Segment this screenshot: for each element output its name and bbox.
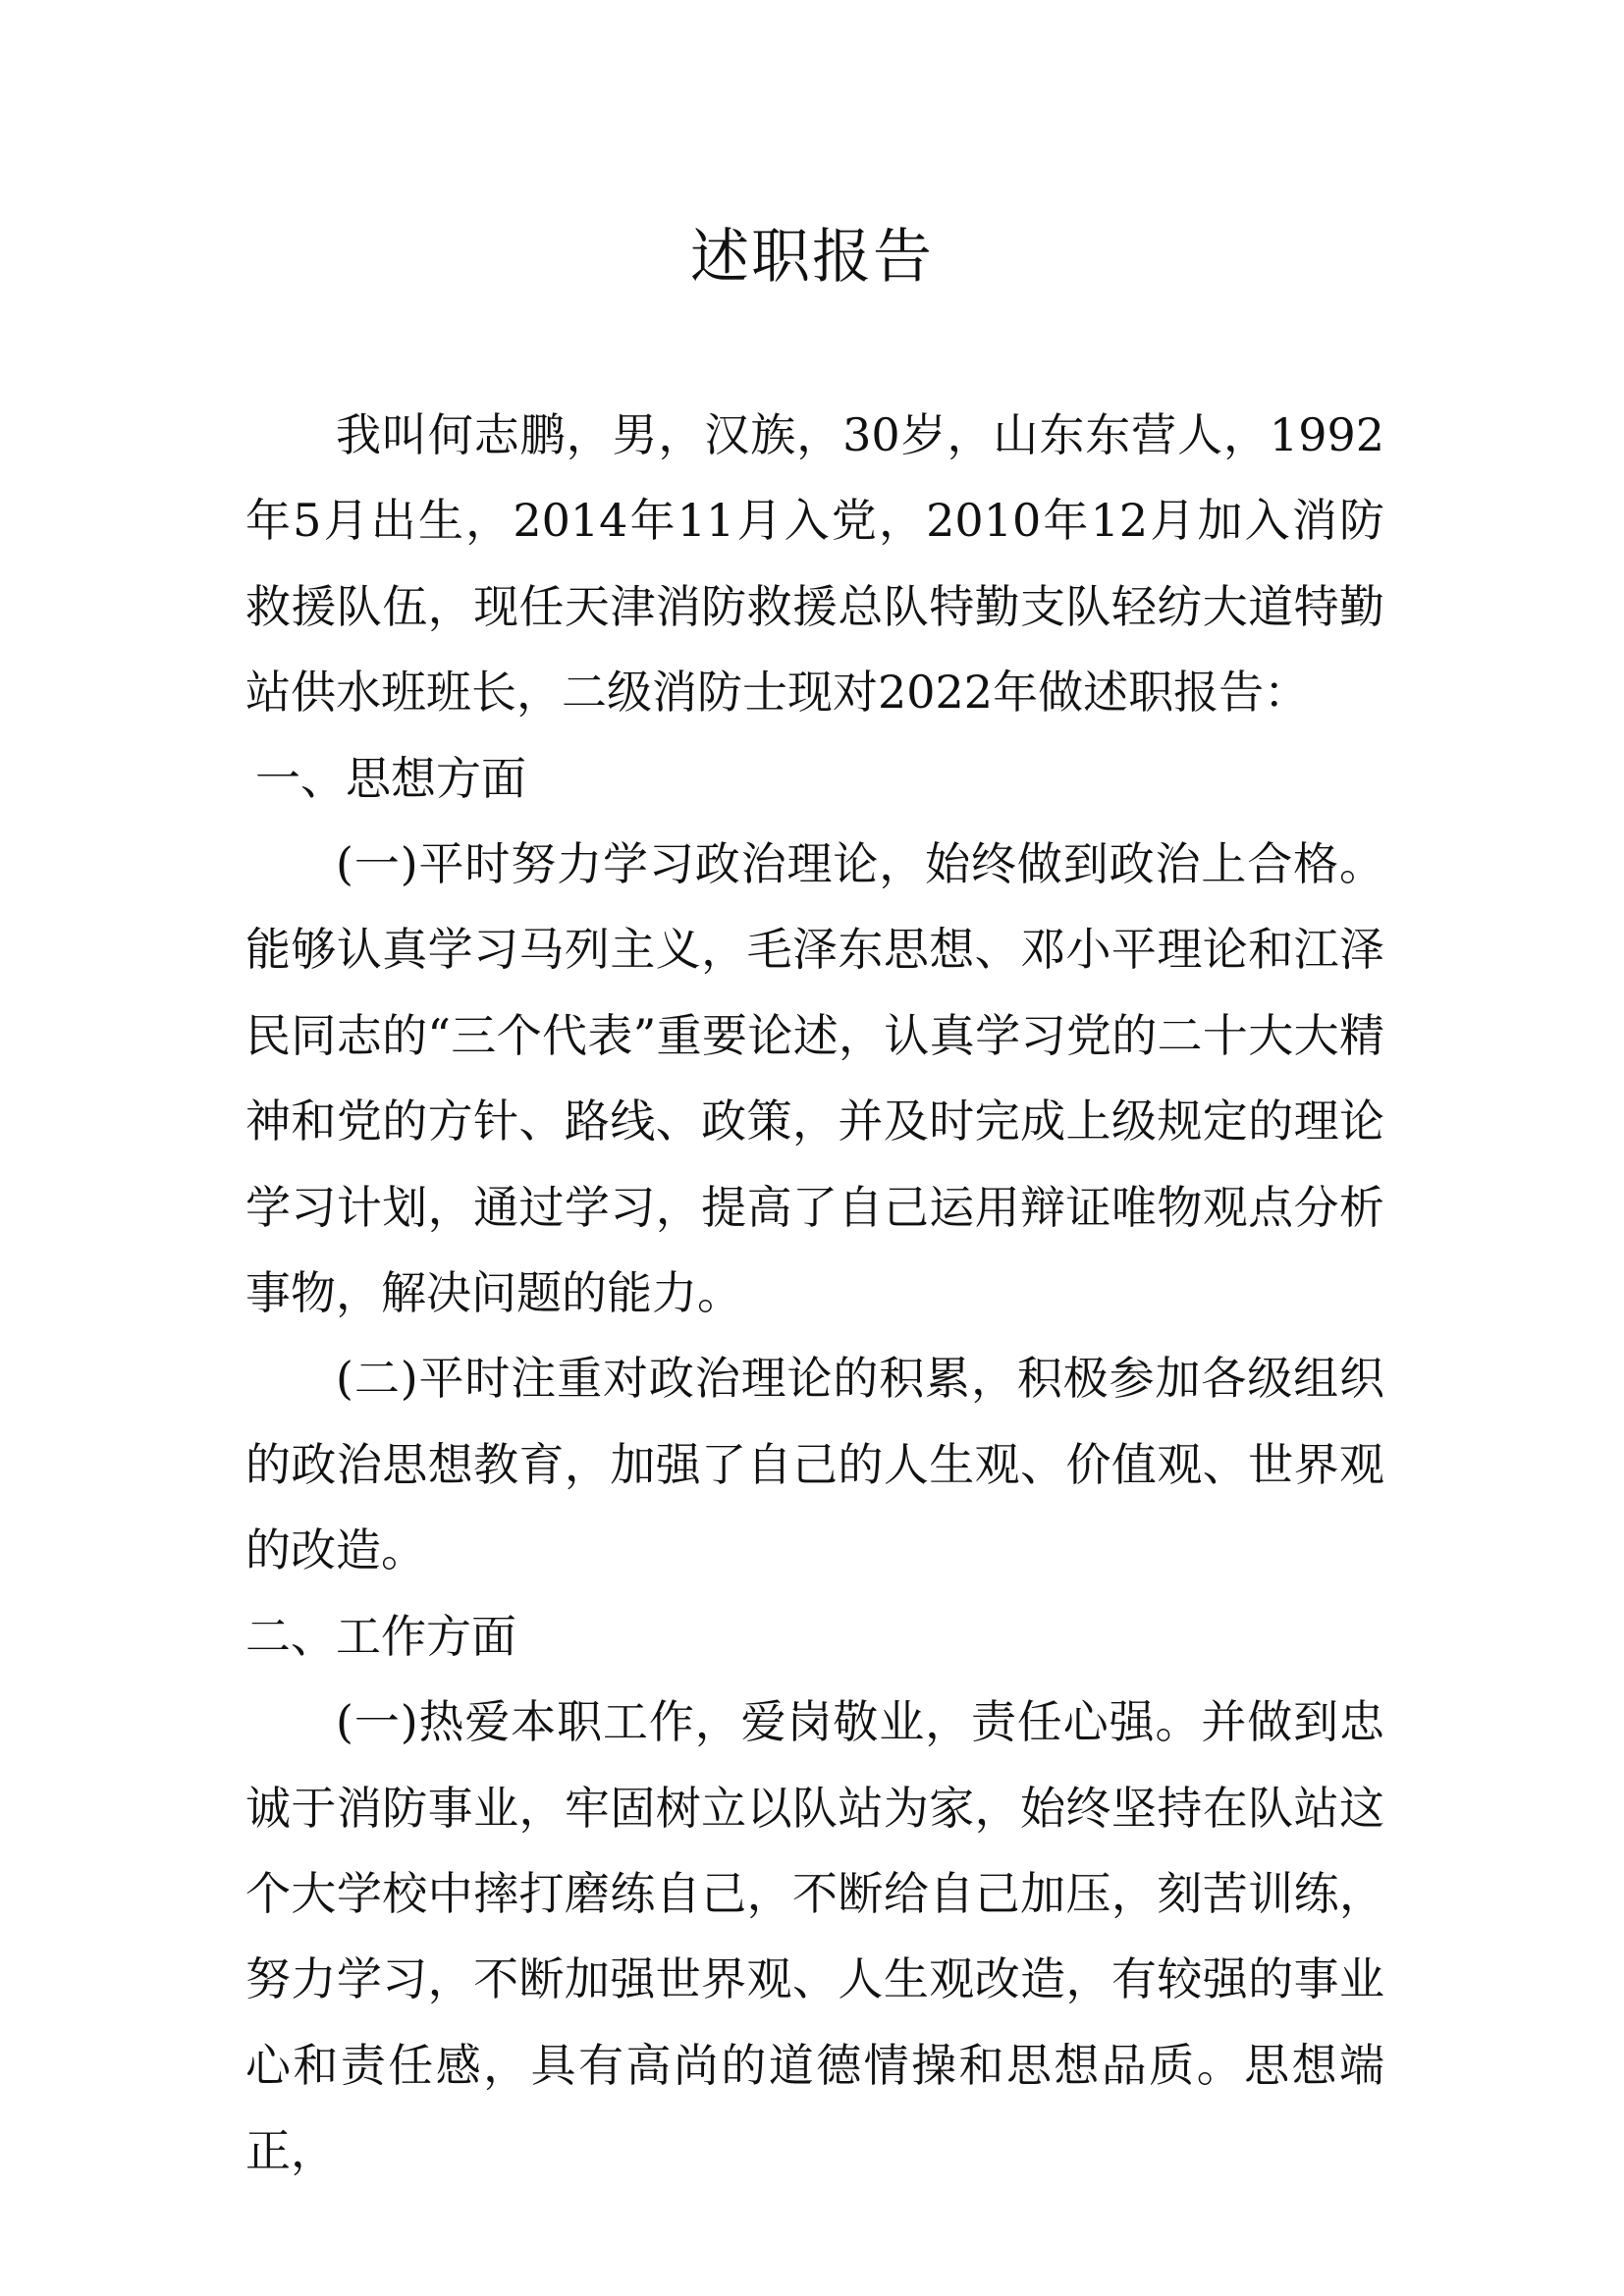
paragraph-ideology-1: (一)平时努力学习政治理论，始终做到政治上合格。能够认真学习马列主义，毛泽东思想、邓小平理论和江泽民同志的“三个代表”重要论述，认真学习党的二十大大精神和党的方针、路线、政策，并及时完成上级规定的理论学习计划，通过学习，提高了自己运用辩证唯物观点分析事物，解决问题的能力。 (245, 837, 1384, 1320)
document-body (245, 393, 1384, 2195)
paragraph-intro: 我叫何志鹏，男，汉族，30岁，山东东营人，1992年5月出生，2014年11月入党，2010年12月加入消防救援队伍，现任天津消防救援总队特勤支队轻纺大道特勤站供水班班长，二级消防士现对2022年做述职报告： (245, 408, 1384, 720)
section-heading-work: 二、工作方面 (245, 1609, 516, 1663)
document-title: 述职报告 (690, 223, 934, 292)
paragraph-ideology-2: (二)平时注重对政治理论的积累，积极参加各级组织的政治思想教育，加强了自己的人生观、价值观、世界观的改造。 (245, 1352, 1384, 1577)
paragraph-work-1: (一)热爱本职工作，爱岗敬业，责任心强。并做到忠诚于消防事业，牢固树立以队站为家，始终坚持在队站这个大学校中摔打磨练自己，不断给自己加压，刻苦训练，努力学习，不断加强世界观、人生观改造，有较强的事业心和责任感，具有高尚的道德情操和思想品质。思想端正， (245, 1695, 1384, 2178)
section-heading-ideology: 一、思想方面 (255, 751, 526, 805)
